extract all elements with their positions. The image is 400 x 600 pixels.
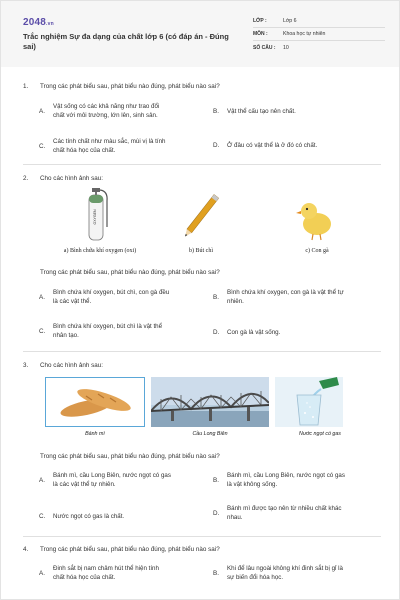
image-caption: Cầu Long Biên bbox=[192, 431, 228, 437]
question-2-subprompt: Trong các phát biểu sau, phát biểu nào đúng, phát biểu nào sai? bbox=[40, 269, 220, 276]
question-prompt: Cho các hình ảnh sau: bbox=[40, 362, 104, 369]
divider bbox=[23, 351, 381, 352]
oxygen-cylinder-icon bbox=[81, 187, 111, 243]
question-prompt: Trong các phát biểu sau, phát biểu nào đúng, phát biểu nào sai? bbox=[40, 546, 220, 553]
question-3-subprompt: Trong các phát biểu sau, phát biểu nào đúng, phát biểu nào sai? bbox=[40, 453, 220, 460]
bridge-icon bbox=[151, 377, 269, 427]
option-1d[interactable]: D. Ở đâu có vật thể là ở đó có chất. bbox=[213, 142, 318, 150]
meta-row-subject: MÔN : Khoa học tự nhiên bbox=[253, 28, 385, 41]
svg-text:OXYGEN: OXYGEN bbox=[93, 209, 97, 225]
question-4: 4. Trong các phát biểu sau, phát biểu nào đúng, phát biểu nào sai? bbox=[23, 546, 220, 553]
option-3c[interactable]: C. Nước ngọt có gas là chất. bbox=[39, 513, 125, 521]
image-caption: c) Con gà bbox=[305, 248, 329, 254]
question-1: 1. Trong các phát biểu sau, phát biểu nào đúng, phát biểu nào sai? bbox=[23, 83, 220, 90]
image-caption: Nước ngọt có gas bbox=[299, 431, 341, 437]
soda-glass-icon bbox=[275, 377, 343, 427]
worksheet-header bbox=[1, 1, 399, 67]
image-caption: b) Bút chì bbox=[189, 248, 213, 254]
divider bbox=[23, 536, 381, 537]
option-4a[interactable]: A. Đinh sắt bị nam châm hút thể hiện tính chất hóa học của chất. bbox=[39, 565, 159, 582]
option-3b[interactable]: B. Bánh mì, cầu Long Biên, nước ngọt có gas là vật không sống. bbox=[213, 472, 345, 489]
question-prompt: Trong các phát biểu sau, phát biểu nào đúng, phát biểu nào sai? bbox=[40, 83, 220, 90]
option-1b[interactable]: B. Vật thể cấu tạo nên chất. bbox=[213, 108, 296, 116]
option-2d[interactable]: D. Con gà là vật sống. bbox=[213, 329, 281, 337]
option-2b[interactable]: B. Bình chứa khí oxygen, con gà là vật thể tự nhiên. bbox=[213, 289, 344, 306]
question-2: 2. Cho các hình ảnh sau: bbox=[23, 175, 104, 182]
meta-row-count: SỐ CÂU : 10 bbox=[253, 44, 289, 51]
option-1a[interactable]: A. Vật sống có các khả năng như trao đổi chất với môi trường, lớn lên, sinh sản. bbox=[39, 103, 160, 120]
image-caption: Bánh mì bbox=[85, 431, 105, 437]
divider bbox=[23, 164, 381, 165]
meta-row-grade: LỚP : Lớp 6 bbox=[253, 15, 385, 28]
document-title: Trắc nghiệm Sự đa dạng của chất lớp 6 (có đáp án - Đúng sai) bbox=[23, 32, 229, 51]
question-3: 3. Cho các hình ảnh sau: bbox=[23, 362, 104, 369]
pencil-icon bbox=[179, 189, 223, 243]
option-2c[interactable]: C. Bình chứa khí oxygen, bút chì là vật thể nhân tạo. bbox=[39, 323, 163, 340]
question-prompt: Cho các hình ảnh sau: bbox=[40, 175, 104, 182]
option-2a[interactable]: A. Bình chứa khí oxygen, bút chì, con gà đều là các vật thể. bbox=[39, 289, 170, 306]
option-1c[interactable]: C. Các tính chất như màu sắc, mùi vị là tính chất hóa học của chất. bbox=[39, 138, 166, 155]
worksheet-meta bbox=[253, 15, 385, 54]
chick-icon bbox=[293, 196, 339, 242]
option-3d[interactable]: D. Bánh mì được tạo nên từ nhiều chất khác nhau. bbox=[213, 505, 342, 522]
site-logo[interactable]: 2048.vn bbox=[23, 17, 54, 28]
image-caption: a) Bình chứa khí oxygen (oxi) bbox=[63, 248, 137, 254]
option-3a[interactable]: A. Bánh mì, cầu Long Biên, nước ngọt có gas là các vật thể tự nhiên. bbox=[39, 472, 171, 489]
option-4b[interactable]: B. Khi để lâu ngoài không khí đinh sắt bị gỉ là sự biến đổi hóa học. bbox=[213, 565, 343, 582]
bread-icon bbox=[45, 377, 145, 427]
